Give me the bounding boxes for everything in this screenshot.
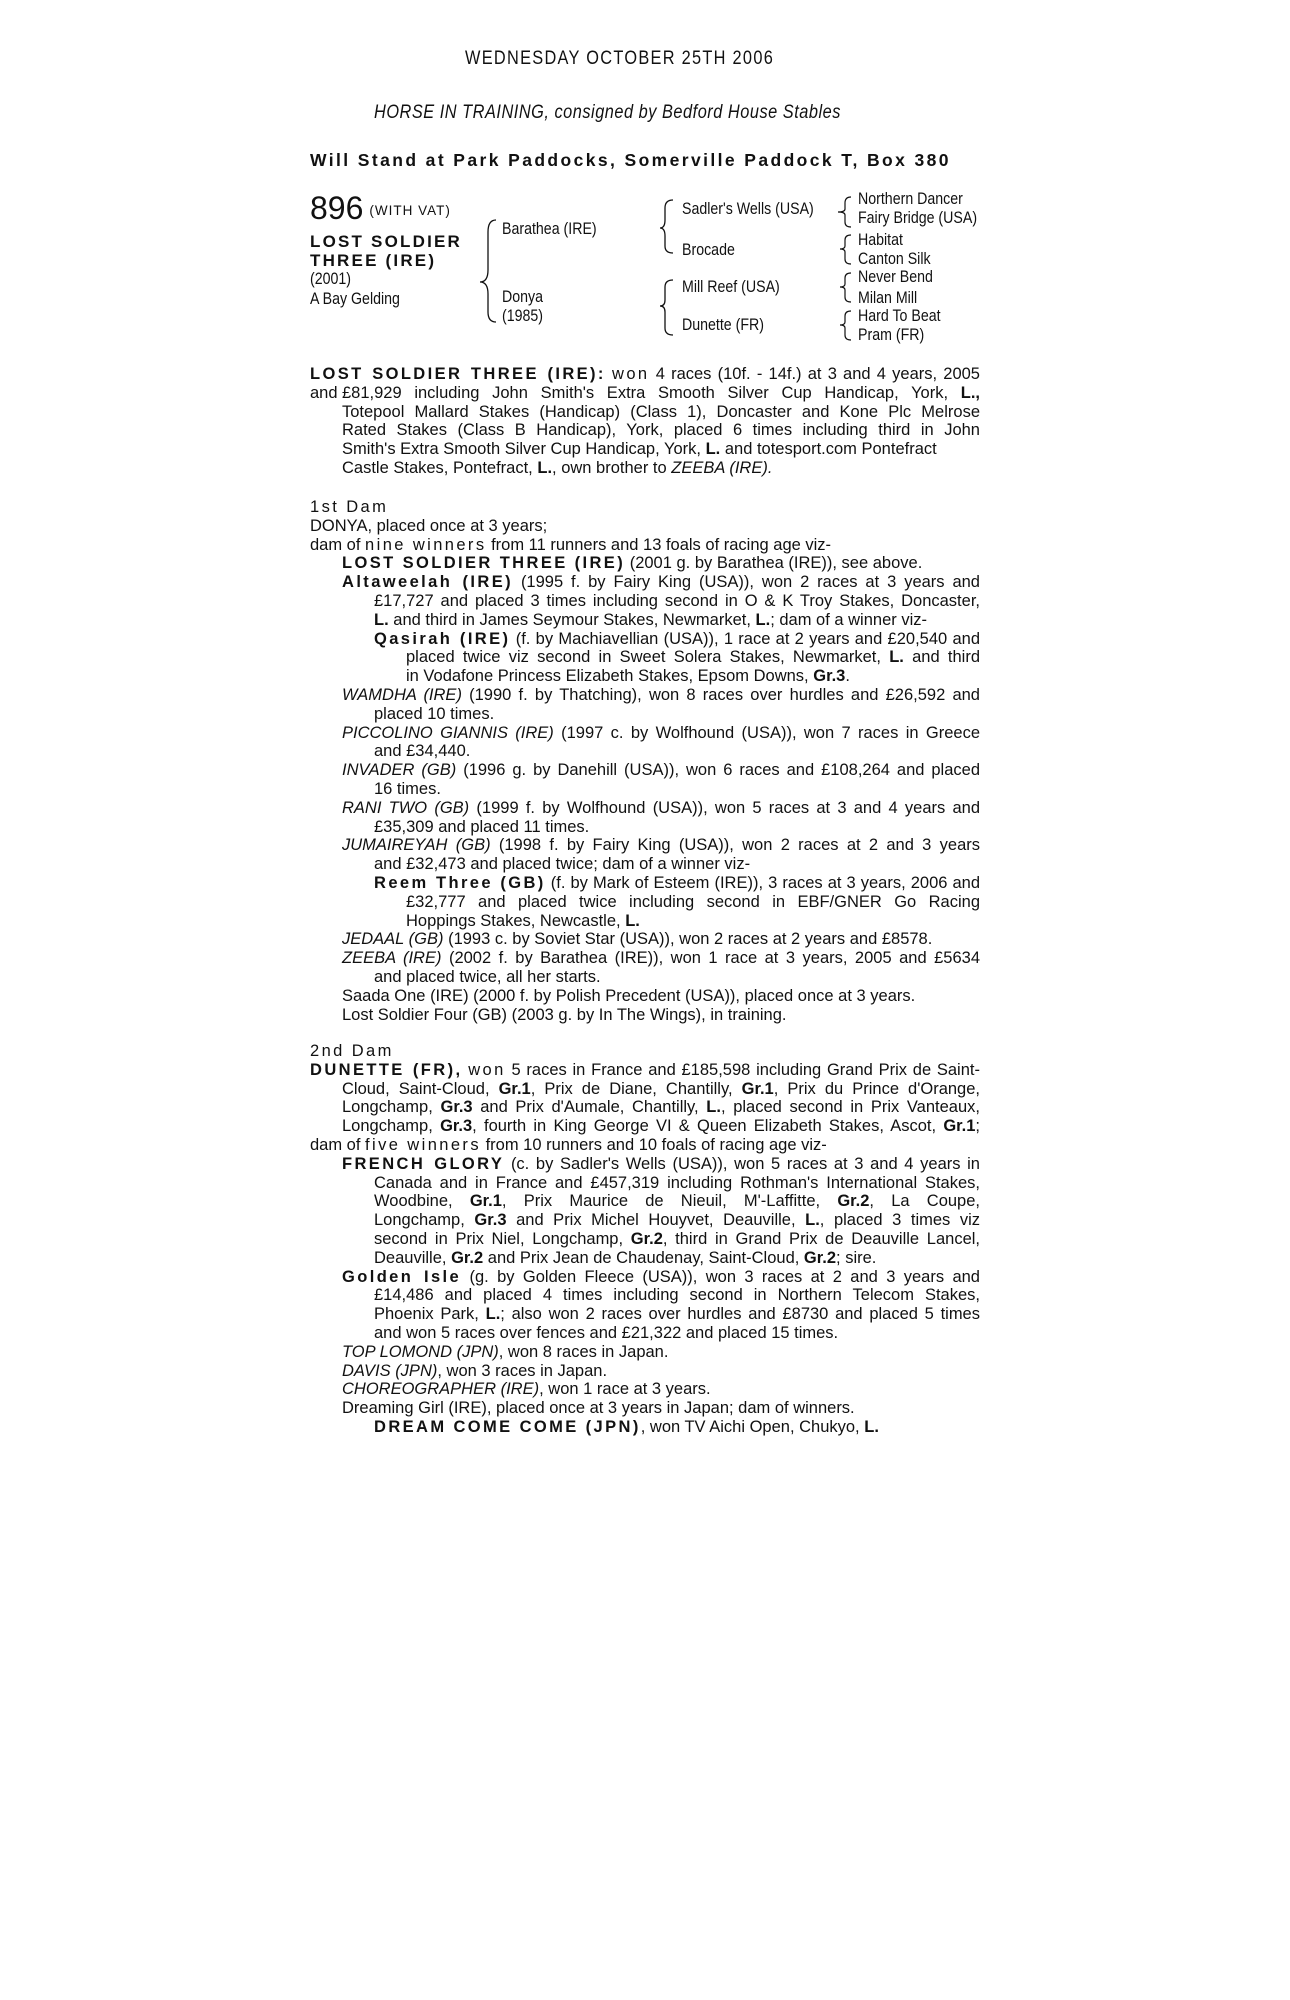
text-line: [310, 1268, 980, 1287]
foaling-year: (2001): [310, 270, 352, 288]
text-line: TOP LOMOND (JPN): [342, 1342, 499, 1361]
text-line: won: [612, 365, 650, 383]
text-line: , won 3 races in Japan.: [437, 1361, 608, 1380]
text-line: Gr.1: [741, 1079, 774, 1098]
text-line: [310, 912, 980, 931]
text-line: [310, 1080, 980, 1099]
text-line: L.,: [960, 383, 980, 402]
text-line: JEDAAL (GB): [342, 930, 444, 949]
text-line: Castle Stakes, Pontefract,: [342, 458, 533, 477]
text-line: [310, 440, 980, 459]
text-line: ZEEBA (IRE).: [671, 458, 773, 477]
text-line: and totesport.com Pontefract: [724, 440, 937, 459]
text-line: [310, 1136, 980, 1155]
text-line: , Prix Maurice de Nieuil, M'-Laffitte,: [501, 1192, 821, 1211]
text-line: placed twice viz second in Sweet Solera Stakes, Newmarket,: [406, 648, 881, 667]
text-line: [310, 421, 980, 440]
text-line: L.: [537, 458, 553, 477]
sire-name: Barathea (IRE): [502, 220, 597, 238]
consignment-line: HORSE IN TRAINING, consigned by Bedford House Stables: [373, 102, 841, 123]
text-line: [310, 1098, 980, 1117]
text-line: (f. by Machiavellian (USA)), 1 race at 2 years and £20,540 and: [515, 629, 980, 648]
text-line: CHOREOGRAPHER (IRE): [342, 1380, 540, 1399]
dam-dam-name: Dunette (FR): [682, 316, 765, 334]
text-line: , won 8 races in Japan.: [498, 1342, 669, 1361]
text-line: Rated Stakes (Class B Handicap), York, placed 6 times including third in John: [342, 421, 980, 440]
text-line: [310, 1418, 980, 1437]
text-line: [310, 1249, 980, 1268]
text-line: , Prix de Diane, Chantilly,: [530, 1079, 733, 1098]
sire-sire-name: Sadler's Wells (USA): [682, 200, 814, 218]
text-line: L.: [864, 1417, 879, 1436]
dam-sire-name: Mill Reef (USA): [682, 278, 780, 296]
text-line: Gr.2: [630, 1229, 663, 1248]
text-line: , won TV Aichi Open, Chukyo,: [640, 1417, 860, 1436]
text-line: [310, 1117, 980, 1136]
text-line: [310, 686, 980, 705]
first-dam-section: [310, 498, 980, 1024]
text-line: [310, 536, 980, 555]
text-line: Gr.3: [440, 1098, 473, 1117]
text-line: and third in James Seymour Stakes, Newmarket,: [393, 610, 751, 629]
g3-canton-silk: Canton Silk: [858, 250, 931, 268]
text-line: Longchamp,: [374, 1211, 465, 1230]
horse-name-line-2: THREE (IRE): [310, 251, 437, 270]
text-line: [310, 1061, 980, 1080]
text-line: (2002 f. by Barathea (IRE)), won 1 race at 3 years, 2005 and £5634: [448, 949, 980, 968]
text-line: £32,777 and placed twice including second in EBF/GNER Go Racing: [406, 892, 980, 911]
sire-dam-name: Brocade: [682, 241, 735, 259]
text-line: won: [468, 1060, 506, 1079]
text-line: Gr.3: [813, 667, 846, 686]
text-line: PICCOLINO GIANNIS (IRE): [342, 723, 554, 742]
text-line: Reem Three (GB): [374, 873, 546, 892]
text-line: [310, 930, 980, 949]
text-line: (1995 f. by Fairy King (USA)), won 2 races at 3 years and: [520, 573, 980, 592]
text-line: second in Prix Niel, Longchamp,: [374, 1229, 624, 1248]
text-line: Deauville,: [374, 1248, 447, 1267]
text-line: from 10 runners and 10 foals of racing age viz-: [485, 1135, 827, 1154]
text-line: L.: [805, 1211, 820, 1230]
text-line: from 11 runners and 13 foals of racing age viz-: [491, 535, 832, 554]
text-line: [310, 1155, 980, 1174]
text-line: Woodbine,: [374, 1192, 453, 1211]
text-line: , third in Grand Prix de Deauville Lancel,: [662, 1229, 980, 1248]
text-line: (c. by Sadler's Wells (USA)), won 5 races at 3 and 4 years in: [510, 1154, 980, 1173]
text-line: [310, 554, 980, 573]
g3-never-bend: Never Bend: [858, 268, 933, 286]
text-line: , La Coupe,: [869, 1192, 980, 1211]
stand-location: Will Stand at Park Paddocks, Somerville Paddock T, Box 380: [310, 150, 951, 170]
text-line: , own brother to: [552, 458, 667, 477]
sale-date: WEDNESDAY OCTOBER 25TH 2006: [465, 48, 775, 69]
text-line: L.: [485, 1305, 501, 1324]
text-line: ; also won 2 races over hurdles and £8730 and placed 5 times: [500, 1305, 980, 1324]
text-line: Canada and in France and £457,319 including Rothman's International Stakes,: [374, 1173, 980, 1192]
text-line: [310, 1286, 980, 1305]
text-line: Lost Soldier Four (GB) (2003 g. by In The Wings), in training.: [342, 1005, 787, 1024]
text-line: (2001 g. by Barathea (IRE)), see above.: [629, 554, 923, 573]
text-line: FRENCH GLORY: [342, 1154, 505, 1173]
text-line: [310, 724, 980, 743]
text-line: [310, 611, 980, 630]
lot-number: 896 (WITH VAT): [310, 190, 451, 226]
text-line: RANI TWO (GB): [342, 798, 470, 817]
text-line: Cloud, Saint-Cloud,: [342, 1079, 490, 1098]
text-line: ZEEBA (IRE): [342, 949, 442, 968]
text-line: , placed 3 times viz: [819, 1211, 981, 1230]
text-line: [310, 836, 980, 855]
text-line: [310, 648, 980, 667]
text-line: (g. by Golden Fleece (USA)), won 3 races at 2 and 3 years and: [469, 1267, 980, 1286]
text-line: [310, 498, 980, 517]
text-line: £14,486 and placed 4 times including second in Northern Telecom Stakes,: [374, 1286, 980, 1305]
text-line: and Prix d'Aumale, Chantilly,: [480, 1098, 699, 1117]
text-line: Gr.3: [474, 1211, 507, 1230]
text-line: Totepool Mallard Stakes (Handicap) (Class 1), Doncaster and Kone Plc Melrose: [342, 402, 980, 421]
text-line: £81,929 including John Smith's Extra Smooth Silver Cup Handicap, York,: [342, 383, 949, 402]
text-line: [310, 384, 980, 403]
text-line: [310, 799, 980, 818]
text-line: [310, 573, 980, 592]
text-line: L.: [705, 440, 721, 459]
text-line: (1999 f. by Wolfhound (USA)), won 5 races at 3 and 4 years and: [476, 798, 980, 817]
text-line: and won 5 races over fences and £21,322 and placed 15 times.: [374, 1323, 839, 1342]
text-line: , Prix du Prince d'Orange,: [773, 1079, 980, 1098]
text-line: placed 10 times.: [374, 704, 495, 723]
text-line: Gr.2: [451, 1248, 484, 1267]
dam-year: (1985): [502, 307, 544, 325]
text-line: [310, 1211, 980, 1230]
text-line: [310, 403, 980, 422]
text-line: [310, 459, 980, 478]
text-line: in Vodafone Princess Elizabeth Stakes, Epsom Downs,: [406, 667, 809, 686]
text-line: INVADER (GB): [342, 761, 457, 780]
text-line: dam of: [310, 1135, 361, 1154]
text-line: L.: [625, 911, 640, 930]
g3-habitat: Habitat: [858, 231, 903, 249]
dam-name: Donya: [502, 288, 544, 306]
text-line: [310, 1343, 980, 1362]
text-line: L.: [374, 610, 389, 629]
vat-note: (WITH VAT): [369, 203, 451, 219]
text-line: Smith's Extra Smooth Silver Cup Handicap, York,: [342, 440, 701, 459]
text-line: ;: [975, 1117, 981, 1136]
text-line: £35,309 and placed 11 times.: [374, 817, 590, 836]
second-dam-heading: 2nd Dam: [310, 1042, 394, 1060]
text-line: [310, 1380, 980, 1399]
text-line: (1993 c. by Soviet Star (USA)), won 2 races at 2 years and £8578.: [448, 930, 933, 949]
text-line: Gr.1: [469, 1192, 502, 1211]
text-line: Altaweelah (IRE): [342, 573, 514, 592]
text-line: [310, 667, 980, 686]
text-line: (1998 f. by Fairy King (USA)), won 2 races at 2 and 3 years: [498, 836, 980, 855]
text-line: and £32,473 and placed twice; dam of a winner viz-: [374, 855, 751, 874]
second-dam-section: [310, 1042, 980, 1437]
text-line: dam of: [310, 535, 361, 554]
text-line: (1996 g. by Danehill (USA)), won 6 races and £108,264 and placed: [463, 761, 980, 780]
text-line: [310, 1042, 980, 1061]
text-line: .: [845, 667, 850, 686]
text-line: Gr.2: [837, 1192, 870, 1211]
first-dam-heading: 1st Dam: [310, 498, 389, 516]
g3-fairy-bridge: Fairy Bridge (USA): [858, 209, 978, 227]
text-line: (1990 f. by Thatching), won 8 races over hurdles and £26,592 and: [469, 685, 980, 704]
text-line: WAMDHA (IRE): [342, 685, 462, 704]
text-line: 16 times.: [374, 779, 441, 798]
text-line: (f. by Mark of Esteem (IRE)), 3 races at 3 years, 2006 and: [550, 873, 981, 892]
race-record-summary: [310, 365, 980, 478]
text-line: DUNETTE (FR),: [310, 1060, 463, 1079]
g3-hard-to-beat: Hard To Beat: [858, 307, 941, 325]
text-line: and Prix Michel Houyvet, Deauville,: [516, 1211, 796, 1230]
text-line: and placed twice, all her starts.: [374, 967, 601, 986]
text-line: [310, 893, 980, 912]
text-line: Saada One (IRE) (2000 f. by Polish Precedent (USA)), placed once at 3 years.: [342, 986, 916, 1005]
text-line: [310, 761, 980, 780]
horse-description: A Bay Gelding: [310, 290, 400, 308]
g3-milan-mill: Milan Mill: [858, 289, 918, 307]
text-line: L.: [706, 1098, 721, 1117]
text-line: Golden Isle: [342, 1267, 462, 1286]
text-line: Gr.1: [943, 1117, 976, 1136]
text-line: Gr.1: [498, 1079, 531, 1098]
text-line: [310, 1305, 980, 1324]
text-line: DONYA, placed once at 3 years;: [310, 516, 548, 535]
text-line: (1997 c. by Wolfhound (USA)), won 7 races in Greece: [561, 723, 980, 742]
text-line: Phoenix Park,: [374, 1305, 479, 1324]
text-line: [310, 1174, 980, 1193]
text-line: L.: [755, 610, 771, 629]
text-line: DAVIS (JPN): [342, 1361, 438, 1380]
text-line: [310, 1362, 980, 1381]
horse-name-line-1: LOST SOLDIER: [310, 232, 463, 251]
text-line: [310, 592, 980, 611]
text-line: [310, 1230, 980, 1249]
pedigree-braces: [0, 0, 1290, 360]
text-line: JUMAIREYAH (GB): [342, 836, 491, 855]
text-line: , placed second in Prix Vanteaux,: [720, 1098, 980, 1117]
text-line: Gr.2: [803, 1248, 837, 1267]
text-line: DREAM COME COME (JPN): [374, 1417, 641, 1436]
text-line: LOST SOLDIER THREE (IRE): [342, 554, 626, 573]
text-line: ; sire.: [836, 1248, 877, 1267]
text-line: [310, 949, 980, 968]
text-line: , won 1 race at 3 years.: [539, 1380, 711, 1399]
text-line: and £34,440.: [374, 742, 471, 761]
text-line: five winners: [365, 1135, 481, 1154]
text-line: Longchamp,: [342, 1117, 433, 1136]
text-line: [310, 874, 980, 893]
text-line: Qasirah (IRE): [374, 629, 511, 648]
text-line: 4 races (10f. - 14f.) at 3 and 4 years, 2005 and: [310, 365, 980, 402]
g3-northern-dancer: Northern Dancer: [858, 190, 963, 208]
text-line: Longchamp,: [342, 1098, 433, 1117]
text-line: [310, 1192, 980, 1211]
text-line: £17,727 and placed 3 times including second in O & K Troy Stakes, Doncaster,: [374, 591, 980, 610]
text-line: [310, 630, 980, 649]
text-line: ; dam of a winner viz-: [770, 610, 927, 629]
text-line: Gr.3: [440, 1117, 473, 1136]
text-line: , fourth in King George VI & Queen Elizabeth Stakes, Ascot,: [472, 1117, 937, 1136]
text-line: and third: [912, 648, 980, 667]
g3-pram: Pram (FR): [858, 326, 925, 344]
text-line: L.: [889, 648, 904, 667]
text-line: 5 races in France and £185,598 including Grand Prix de Saint-: [511, 1060, 980, 1079]
text-line: nine winners: [365, 535, 487, 554]
text-line: Hoppings Stakes, Newcastle,: [406, 911, 621, 930]
text-line: LOST SOLDIER THREE (IRE):: [310, 365, 606, 383]
text-line: Dreaming Girl (IRE), placed once at 3 years in Japan; dam of winners.: [342, 1399, 855, 1418]
text-line: and Prix Jean de Chaudenay, Saint-Cloud,: [487, 1248, 800, 1267]
